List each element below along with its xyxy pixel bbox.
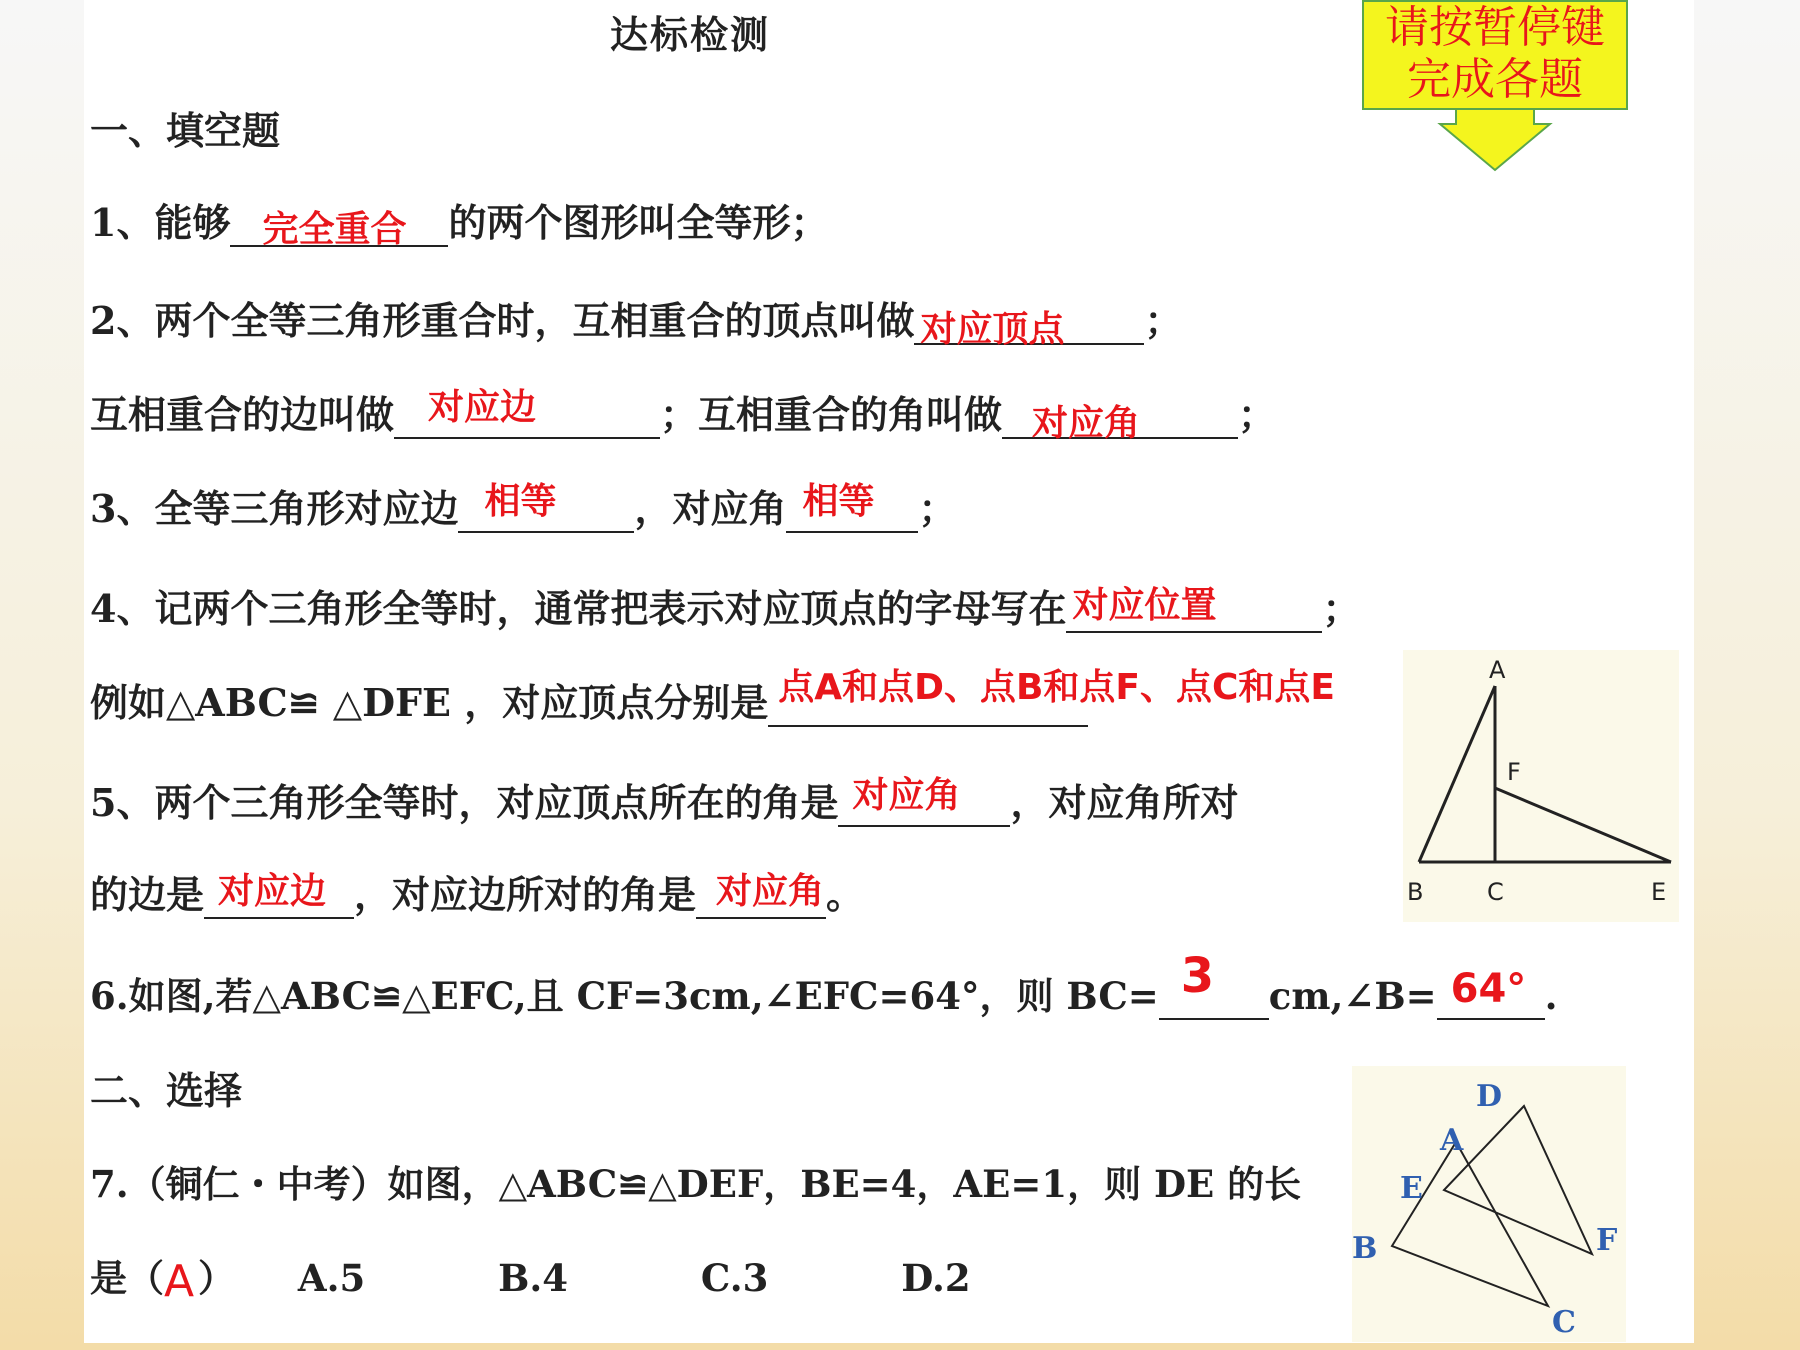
q5b-answer-1: 对应边 [218, 871, 327, 912]
q3-answer-2: 相等 [802, 481, 875, 522]
q4b-blank [768, 667, 1335, 727]
q5b-answer-2: 对应角 [716, 871, 825, 912]
q5a-text-post: ，对应角所对 [1010, 780, 1239, 825]
segment-ab [1419, 686, 1495, 862]
q7-option-c: C.3 [700, 1256, 769, 1300]
question-4a [90, 578, 1360, 633]
label-a: A [1489, 656, 1506, 684]
q4b-text-pre: 例如△ABC≌ △DFE ，对应顶点分别是 [90, 680, 769, 725]
section-heading-choice: 二、选择 [90, 1068, 243, 1113]
question-5a [90, 772, 1238, 827]
segment-fe [1495, 788, 1671, 862]
question-2a [90, 290, 1183, 350]
q3-blank-2 [786, 481, 918, 533]
q6-text-pre: 6.如图,若△ABC≌△EFC,且 CF=3cm,∠EFC=64°，则 BC= [90, 974, 1159, 1018]
q3-blank-1 [458, 481, 634, 533]
question-7a: 7.（铜仁・中考）如图，△ABC≌△DEF，BE=4，AE=1，则 DE 的长 [90, 1162, 1302, 1206]
q5a-answer: 对应角 [852, 775, 961, 816]
q6-blank-1 [1159, 948, 1269, 1020]
q7-text-pre: 是（ [90, 1256, 164, 1300]
label-d: D [1476, 1079, 1503, 1114]
q1-blank [230, 201, 448, 250]
figure-2-drawing [1352, 1066, 1626, 1342]
pause-callout [1362, 0, 1632, 170]
q3-text-pre: 3、全等三角形对应边 [90, 486, 459, 531]
q2b-answer-1: 对应边 [428, 387, 537, 428]
q5b-text-pre: 的边是 [90, 872, 205, 917]
q6-answer-1: 3 [1180, 948, 1215, 1004]
question-5b [90, 864, 864, 919]
figure-1-drawing [1403, 650, 1679, 922]
q4a-text-post: ； [1322, 586, 1361, 631]
q5a-text-pre: 5、两个三角形全等时，对应顶点所在的角是 [90, 780, 839, 825]
label-e: E [1651, 878, 1667, 906]
q2a-answer: 对应顶点 [920, 309, 1065, 350]
q1-text-post: 的两个图形叫全等形； [448, 200, 829, 245]
q2a-blank [914, 299, 1144, 350]
question-1 [90, 192, 829, 250]
label-c2: C [1552, 1305, 1576, 1340]
q2b-answer-2: 对应角 [1032, 403, 1141, 444]
callout-line2: 完成各题 [1407, 54, 1583, 105]
q1-text-pre: 1、能够 [90, 200, 231, 245]
question-7b [90, 1248, 971, 1307]
q3-text-mid: ，对应角 [634, 486, 787, 531]
q5b-text-mid: ，对应边所对的角是 [354, 872, 697, 917]
q3-answer-1: 相等 [484, 481, 557, 522]
q6-answer-2: 64° [1450, 966, 1527, 1012]
q7-option-d: D.2 [901, 1256, 971, 1300]
q2b-text-mid: ；互相重合的角叫做 [660, 392, 1003, 437]
q7-answer-slot [164, 1256, 198, 1307]
callout-text [1362, 2, 1628, 106]
q2a-text-pre: 2、两个全等三角形重合时，互相重合的顶点叫做 [90, 298, 915, 343]
label-e2: E [1400, 1171, 1423, 1206]
question-6 [90, 948, 1558, 1020]
q5b-blank-1 [204, 873, 354, 919]
question-4b [90, 667, 1335, 727]
q4a-blank [1066, 587, 1322, 633]
q6-text-mid: cm,∠B= [1268, 974, 1437, 1018]
q4a-text-pre: 4、记两个三角形全等时，通常把表示对应顶点的字母写在 [90, 586, 1067, 631]
q3-text-post: ； [918, 486, 957, 531]
q2b-text-post: ； [1238, 392, 1277, 437]
section-heading-fill: 一、填空题 [90, 108, 281, 153]
label-c: C [1487, 878, 1504, 906]
callout-line1: 请按暂停键 [1385, 2, 1605, 53]
q1-answer: 完全重合 [262, 209, 407, 250]
question-2b [90, 384, 1277, 444]
figure-triangle-abc-def [1352, 1066, 1626, 1342]
q7-option-a: A.5 [297, 1256, 366, 1300]
q2b-blank-1 [394, 387, 660, 439]
q5a-blank [838, 775, 1010, 827]
page-title: 达标检测 [610, 12, 771, 57]
q2b-text-pre: 互相重合的边叫做 [90, 392, 395, 437]
label-b2: B [1352, 1231, 1378, 1266]
label-a2: A [1440, 1123, 1464, 1158]
q6-blank-2 [1437, 966, 1545, 1020]
q4a-answer: 对应位置 [1072, 585, 1217, 626]
label-f2: F [1596, 1223, 1618, 1258]
q2b-blank-2 [1002, 393, 1238, 444]
q4b-answer: 点A和点D、点B和点F、点C和点E [778, 667, 1335, 708]
q6-text-post: . [1544, 974, 1558, 1018]
label-b: B [1407, 878, 1424, 906]
q2a-text-post: ； [1144, 298, 1183, 343]
q7-answer: A [164, 1256, 195, 1307]
triangle-def [1444, 1106, 1592, 1254]
q5b-blank-2 [696, 873, 826, 919]
label-f: F [1507, 758, 1521, 786]
q7-option-b: B.4 [498, 1256, 569, 1300]
q7-text-post: ） [198, 1256, 235, 1300]
question-3 [90, 478, 956, 533]
q5b-text-post: 。 [826, 872, 865, 917]
figure-triangle-abc-efc [1403, 650, 1679, 922]
